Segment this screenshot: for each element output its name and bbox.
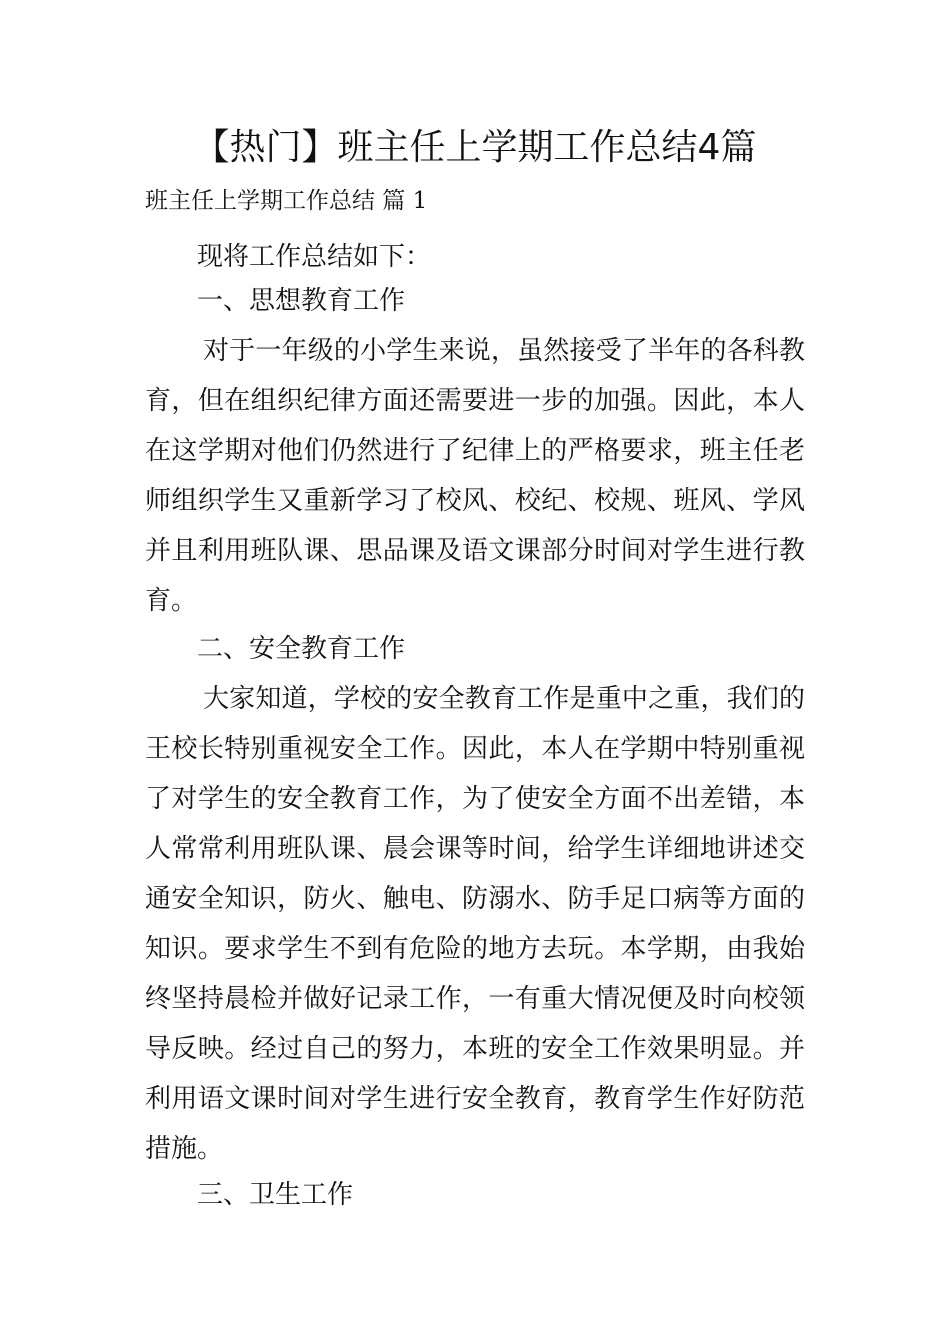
intro-text: 现将工作总结如下：	[197, 242, 432, 272]
section-paragraph-2: 大家知道，学校的安全教育工作是重中之重，我们的王校长特别重视安全工作。因此，本人在学期中特别重视了对学生的安全教育工作，为了使安全方面不出差错，本人常常利用班队课、晨会课等时间，给学生详细地讲述交通安全知识，防火、触电、防溺水、防手足口病等方面的知识。要求学生不到有危险的地方去玩。本学期，由我始终坚持晨检并做好记录工作，一有重大情况便及时向校领导反映。经过自己的努力，本班的安全工作效果明显。并利用语文课时间对学生进行安全教育，教育学生作好防范措施。	[145, 684, 805, 1164]
document-subtitle: 班主任上学期工作总结 篇 1	[145, 188, 428, 214]
document-title: 【热门】班主任上学期工作总结4篇	[193, 127, 757, 168]
section-paragraph-1: 对于一年级的小学生来说，虽然接受了半年的各科教育，但在组织纪律方面还需要进一步的加强。因此，本人在这学期对他们仍然进行了纪律上的严格要求，班主任老师组织学生又重新学习了校风、校纪、校规、班风、学风并且利用班队课、思品课及语文课部分时间对学生进行教育。	[145, 336, 805, 616]
section-heading-1: 一、思想教育工作	[197, 286, 406, 316]
section-heading-3: 三、卫生工作	[197, 1180, 354, 1210]
section-heading-2: 二、安全教育工作	[197, 634, 406, 664]
